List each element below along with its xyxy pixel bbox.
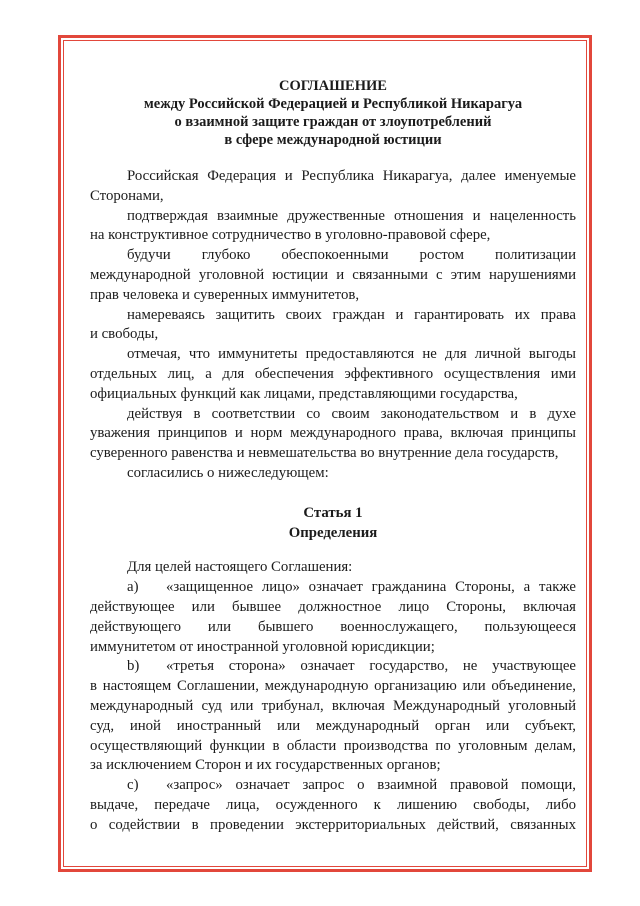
preamble-line: Российская Федерация и Республика Никарагуа, далее именуемые bbox=[127, 168, 576, 184]
document-title bbox=[90, 77, 576, 149]
definition-line: действующее или бывшее должностное лицо Стороны, включая bbox=[90, 598, 576, 615]
preamble-line: и свободы, bbox=[90, 326, 159, 343]
preamble-paragraph bbox=[90, 345, 576, 404]
definition-line: в настоящем Соглашении, международную организацию или объединение, bbox=[90, 678, 576, 695]
definition-line: иммунитетом от иностранной уголовной юрисдикции; bbox=[90, 638, 435, 655]
definition-line: за исключением Сторон и их государственных органов; bbox=[90, 757, 441, 774]
preamble-line: на конструктивное сотрудничество в уголовно-правовой сфере, bbox=[90, 227, 491, 244]
title-heading: СОГЛАШЕНИЕ bbox=[279, 78, 387, 94]
definition-first-line bbox=[90, 776, 576, 796]
preamble bbox=[90, 167, 576, 484]
definition-line: действующего или бывшего военнослужащего, пользующееся bbox=[90, 618, 576, 635]
definition-item bbox=[90, 657, 576, 776]
preamble-paragraph bbox=[90, 167, 576, 207]
definition-text: «защищенное лицо» означает гражданина Стороны, а также bbox=[166, 579, 576, 596]
definition-first-line bbox=[90, 657, 576, 677]
preamble-line: будучи глубоко обеспокоенными ростом политизации bbox=[127, 247, 576, 264]
preamble-line: действуя в соответствии со своим законодательством и в духе bbox=[127, 405, 576, 422]
article-number: Статья 1 bbox=[303, 504, 363, 521]
preamble-line: Сторонами, bbox=[90, 187, 164, 204]
preamble-paragraph bbox=[90, 405, 576, 464]
definition-label: a) bbox=[127, 579, 139, 596]
preamble-line: суверенного равенства и невмешательства во внутренние дела государств, bbox=[90, 445, 559, 462]
definition-line: осуществляющий функции в области производства по уголовным делам, bbox=[90, 737, 576, 754]
definition-label: b) bbox=[127, 658, 140, 675]
document-content bbox=[90, 77, 576, 836]
definition-line: о содействии в проведении экстерриториальных действий, связанных bbox=[90, 816, 576, 833]
definition-line: выдаче, передаче лица, осужденного к лишению свободы, либо bbox=[90, 796, 576, 813]
article-1 bbox=[90, 504, 576, 836]
definition-line: международный суд или трибунал, включая Международный уголовный bbox=[90, 697, 576, 714]
preamble-line: отдельных лиц, а для обеспечения эффективного осуществления ими bbox=[90, 365, 576, 382]
preamble-paragraph bbox=[90, 207, 576, 247]
preamble-paragraph bbox=[90, 246, 576, 305]
preamble-line: намереваясь защитить своих граждан и гарантировать их права bbox=[127, 306, 576, 323]
definition-line: суд, иной иностранный или международный орган или субъект, bbox=[90, 717, 576, 734]
preamble-line: уважения принципов и норм международного права, включая принципы bbox=[90, 425, 576, 442]
title-line: в сфере международной юстиции bbox=[224, 132, 442, 148]
preamble-line: международной уголовной юстиции и связанными с этим нарушениями bbox=[90, 266, 576, 283]
preamble-paragraph bbox=[90, 306, 576, 346]
preamble-line: согласились о нижеследующем: bbox=[127, 464, 329, 481]
definition-item bbox=[90, 578, 576, 657]
definition-text: «запрос» означает запрос о взаимной правовой помощи, bbox=[166, 777, 576, 794]
article-intro: Для целей настоящего Соглашения: bbox=[127, 559, 353, 576]
title-line: между Российской Федерацией и Республикой Никарагуа bbox=[143, 96, 523, 112]
preamble-line: прав человека и суверенных иммунитетов, bbox=[90, 286, 360, 303]
definition-label: c) bbox=[127, 777, 139, 794]
title-line: о взаимной защите граждан от злоупотреблений bbox=[174, 114, 492, 130]
definition-text: «третья сторона» означает государство, не участвующее bbox=[166, 658, 576, 675]
preamble-paragraph bbox=[90, 464, 576, 484]
definition-item bbox=[90, 776, 576, 835]
definition-first-line bbox=[90, 578, 576, 598]
article-title: Определения bbox=[288, 524, 378, 541]
preamble-line: подтверждая взаимные дружественные отношения и нацеленность bbox=[127, 207, 576, 224]
preamble-line: официальных функций как лицами, представляющими государства, bbox=[90, 385, 518, 402]
preamble-line: отмечая, что иммунитеты предоставляются не для личной выгоды bbox=[127, 346, 576, 363]
